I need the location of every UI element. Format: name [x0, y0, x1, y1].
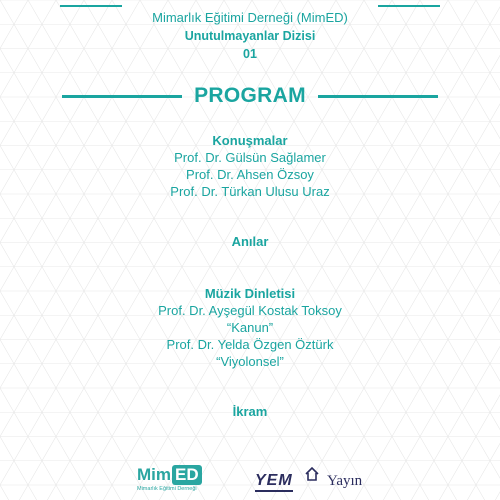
section-konusmalar: [0, 133, 500, 200]
organization-name: Mimarlık Eğitimi Derneği (MimED): [152, 10, 348, 25]
mimed-word-left: Mim: [137, 465, 171, 484]
program-rule-right: [318, 95, 438, 98]
instrument-name: “Kanun”: [226, 320, 274, 335]
section-heading: Müzik Dinletisi: [204, 286, 296, 301]
program-heading-row: [0, 84, 500, 108]
header: [0, 10, 500, 62]
top-rule-left: [60, 5, 122, 7]
section-muzik: [0, 286, 500, 370]
yayin-wordmark: Yayın: [327, 473, 363, 489]
program-title: PROGRAM: [194, 84, 306, 107]
mimed-word-right: ED: [172, 465, 202, 485]
speaker-name: Prof. Dr. Türkan Ulusu Uraz: [170, 184, 330, 199]
performer-name: Prof. Dr. Yelda Özgen Öztürk: [166, 337, 334, 352]
mimed-logo: [137, 465, 207, 499]
mimed-subtitle: Mimarlık Eğitimi Derneği: [137, 486, 197, 492]
performer-name: Prof. Dr. Ayşegül Kostak Toksoy: [158, 303, 342, 318]
yem-yayin-logo: [255, 467, 375, 497]
top-rule-right: [378, 5, 440, 7]
speaker-name: Prof. Dr. Ahsen Özsoy: [186, 167, 314, 182]
yem-wordmark: YEM: [255, 472, 293, 492]
footer-logos: [0, 465, 500, 500]
section-anilar: [0, 234, 500, 250]
mimed-wordmark: [137, 465, 202, 485]
speaker-name: Prof. Dr. Gülsün Sağlamer: [174, 150, 326, 165]
section-heading: İkram: [232, 404, 268, 419]
series-number: 01: [243, 47, 257, 61]
section-heading: Anılar: [231, 234, 269, 249]
section-ikram: [0, 404, 500, 420]
series-title: Unutulmayanlar Dizisi: [184, 29, 316, 43]
instrument-name: “Viyolonsel”: [216, 354, 284, 369]
house-icon: [305, 467, 319, 481]
section-heading: Konuşmalar: [212, 133, 288, 148]
